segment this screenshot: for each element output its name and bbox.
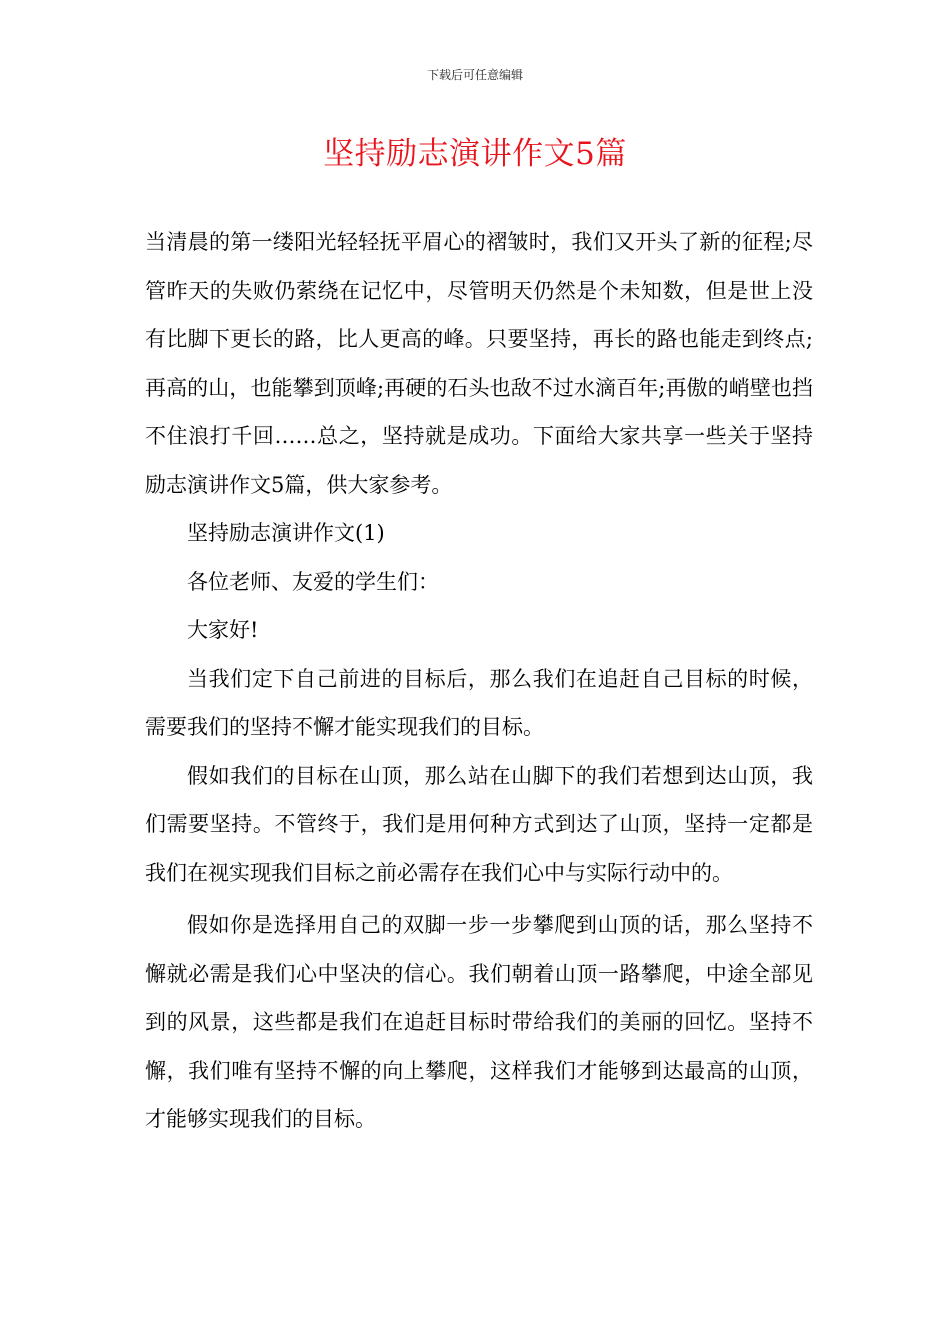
body-paragraph: 假如你是选择用自己的双脚一步一步攀爬到山顶的话，那么坚持不懈就必需是我们心中坚决的信心。我们朝着山顶一路攀爬，中途全部见到的风景，这些都是我们在追赶目标时带给我们的美丽的回忆。坚持不懈，我们唯有坚持不懈的向上攀爬，这样我们才能够到达最高的山顶，才能够实现我们的目标。 (145, 913, 813, 1131)
document-body (145, 218, 813, 1144)
body-paragraph: 当我们定下自己前进的目标后，那么我们在追赶自己目标的时候，需要我们的坚持不懈才能实现我们的目标。 (145, 666, 813, 739)
intro-paragraph: 当清晨的第一缕阳光轻轻抚平眉心的褶皱时，我们又开头了新的征程;尽管昨天的失败仍萦绕在记忆中，尽管明天仍然是个未知数，但是世上没有比脚下更长的路，比人更高的峰。只要坚持，再长的路也能走到终点;再高的山，也能攀到顶峰;再硬的石头也敌不过水滴百年;再傲的峭壁也挡不住浪打千回……总之，坚持就是成功。下面给大家共享一些关于坚持励志演讲作文5篇，供大家参考。 (145, 230, 813, 497)
section-heading: 坚持励志演讲作文(1) (187, 521, 385, 545)
body-paragraph: 假如我们的目标在山顶，那么站在山脚下的我们若想到达山顶，我们需要坚持。不管终于，我们是用何种方式到达了山顶，坚持一定都是我们在视实现我们目标之前必需存在我们心中与实际行动中的。 (145, 763, 813, 885)
greeting: 大家好! (187, 618, 259, 642)
salutation: 各位老师、友爱的学生们： (187, 569, 439, 594)
header-note: 下载后可任意编辑 (426, 68, 523, 82)
document-title: 坚持励志演讲作文5篇 (323, 136, 627, 172)
